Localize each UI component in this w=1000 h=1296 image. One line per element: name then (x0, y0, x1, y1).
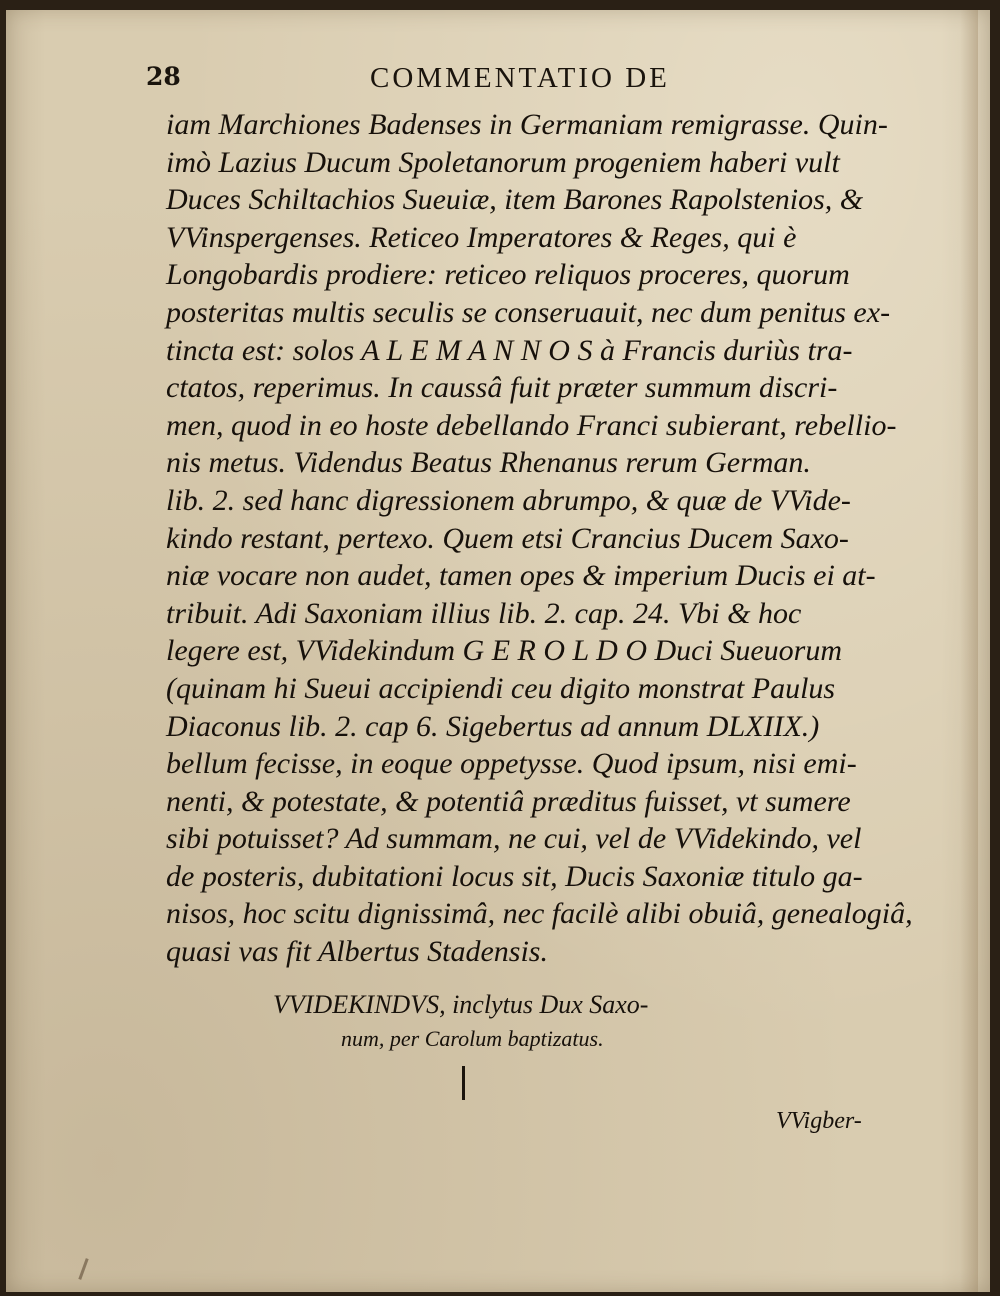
text-line: legere est, VVidekindum G E R O L D O Duci Sueuorum (166, 634, 842, 668)
text-line: bellum fecisse, in eoque oppetysse. Quod ipsum, nisi emi- (166, 747, 857, 781)
text-line: (quinam hi Sueui accipiendi ceu digito monstrat Paulus (166, 671, 836, 705)
text-line: imò Lazius Ducum Spoletanorum progeniem haberi vult (166, 145, 840, 179)
text-line: kindo restant, pertexo. Quem etsi Crancius Ducem Saxo- (166, 521, 849, 555)
text-line: Diaconus lib. 2. cap 6. Sigebertus ad annum DLXIIX.) (166, 709, 820, 743)
text-line: VVinspergenses. Reticeo Imperatores & Reges, qui è (166, 220, 797, 254)
text-line: iam Marchiones Badenses in Germaniam remigrasse. Quin- (166, 108, 888, 141)
text-line: posteritas multis seculis se conseruauit, nec dum penitus ex- (166, 295, 891, 329)
text-line: niæ vocare non audet, tamen opes & imperium Ducis ei at- (166, 559, 876, 593)
text-line: lib. 2. sed hanc digressionem abrumpo, & quæ de VVide- (166, 483, 851, 517)
page-number: 28 (146, 62, 181, 91)
text-line: tincta est: solos A L E M A N N O S à Francis duriùs tra- (166, 333, 853, 367)
paper-mark (78, 1258, 88, 1280)
running-head: COMMENTATIO DE (370, 62, 670, 94)
text-line: quasi vas fit Albertus Stadensis. (166, 935, 548, 969)
text-line: ctatos, reperimus. In caussâ fuit præter summum discri- (166, 371, 838, 405)
text-line: nisos, hoc scitu dignissimâ, nec facilè alibi obuiâ, genealogiâ, (166, 897, 913, 931)
catchword: VVigber- (776, 1108, 862, 1134)
text-line: Longobardis prodiere: reticeo reliquos proceres, quorum (166, 258, 850, 292)
text-line: Duces Schiltachios Sueuiæ, item Barones Rapolstenios, & (166, 183, 864, 217)
text-line: men, quod in eo hoste debellando Franci subierant, rebellio- (166, 408, 897, 442)
text-line: nis metus. Videndus Beatus Rhenanus rerum German. (166, 446, 811, 480)
text-line: tribuit. Adi Saxoniam illius lib. 2. cap. 24. Vbi & hoc (166, 596, 802, 630)
text-line: sibi potuisset? Ad summam, ne cui, vel de VVidekindo, vel (166, 822, 862, 856)
book-page (6, 10, 990, 1292)
genealogy-line-1: VVIDEKINDVS, inclytus Dux Saxo- (273, 990, 649, 1019)
text-line: nenti, & potestate, & potentiâ præditus fuisset, vt sumere (166, 784, 851, 818)
page-header (146, 62, 906, 102)
text-line: de posteris, dubitationi locus sit, Ducis Saxoniæ titulo ga- (166, 859, 863, 893)
body-text (166, 106, 913, 971)
genealogy-descent-rule (462, 1066, 465, 1100)
genealogy-line-2: num, per Carolum baptizatus. (341, 1026, 604, 1051)
page-spine-shadow (960, 10, 978, 1292)
